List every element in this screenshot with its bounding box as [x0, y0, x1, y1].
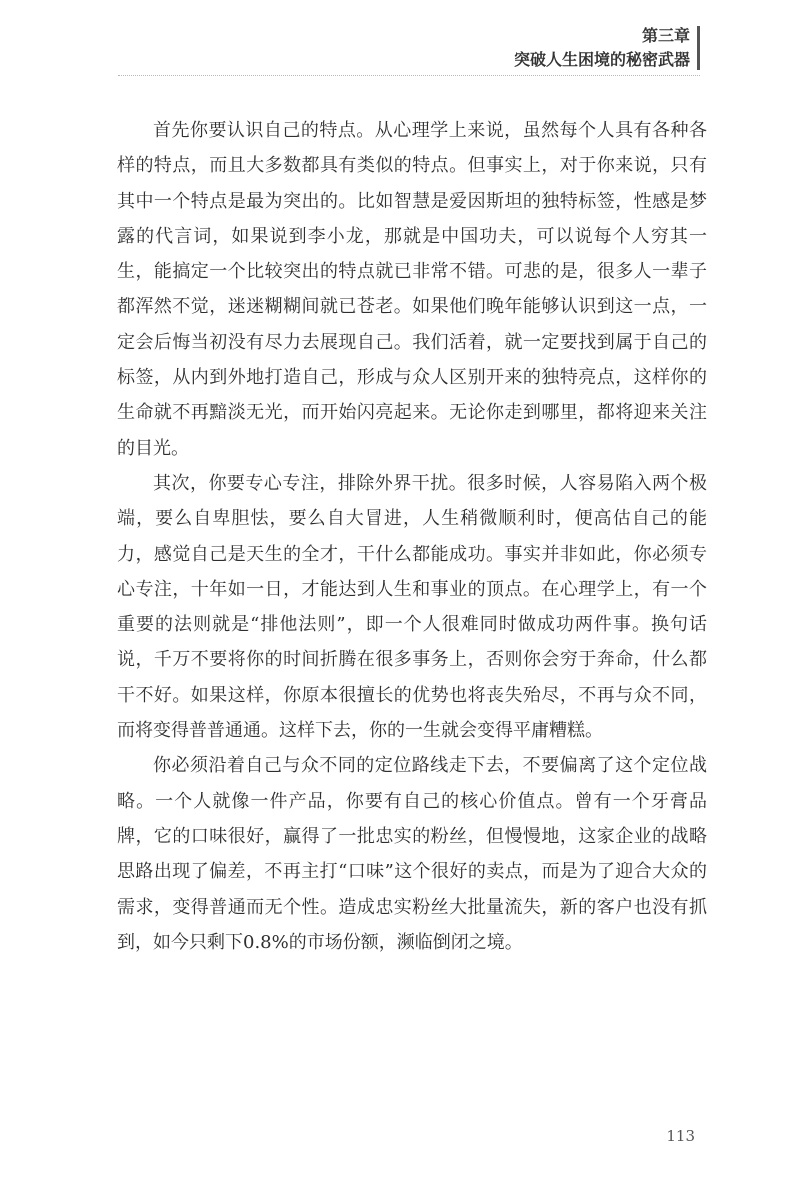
chapter-label: 第三章	[641, 26, 690, 45]
running-header	[514, 24, 690, 72]
paragraph: 首先你要认识自己的特点。从心理学上来说，虽然每个人具有各种各样的特点，而且大多数都具有类似的特点。但事实上，对于你来说，只有其中一个特点是最为突出的。比如智慧是爱因斯坦的独特标签，性感是梦露的代言词，如果说到李小龙，那就是中国功夫，可以说每个人穷其一生，能搞定一个比较突出的特点就已非常不错。可悲的是，很多人一辈子都浑然不觉，迷迷糊糊间就已苍老。如果他们晚年能够认识到这一点，一定会后悔当初没有尽力去展现自己。我们活着，就一定要找到属于自己的标签，从内到外地打造自己，形成与众人区别开来的独特亮点，这样你的生命就不再黯淡无光，而开始闪亮起来。无论你走到哪里，都将迎来关注的目光。	[117, 120, 707, 459]
paragraph: 其次，你要专心专注，排除外界干扰。很多时候，人容易陷入两个极端，要么自卑胆怯，要么自大冒进，人生稍微顺利时，便高估自己的能力，感觉自己是天生的全才，干什么都能成功。事实并非如此，你必须专心专注，十年如一日，才能达到人生和事业的顶点。在心理学上，有一个重要的法则就是“排他法则”，即一个人很难同时做成功两件事。换句话说，千万不要将你的时间折腾在很多事务上，否则你会穷于奔命，什么都干不好。如果这样，你原本很擅长的优势也将丧失殆尽，不再与众不同，而将变得普普通通。这样下去，你的一生就会变得平庸糟糕。	[117, 472, 707, 742]
header-divider	[118, 75, 700, 76]
chapter-title: 突破人生困境的秘密武器	[513, 50, 690, 69]
body-text	[117, 113, 707, 960]
page-number: 113	[666, 1127, 695, 1145]
header-vertical-bar	[697, 26, 700, 70]
paragraph: 你必须沿着自己与众不同的定位路线走下去，不要偏离了这个定位战略。一个人就像一件产品，你要有自己的核心价值点。曾有一个牙膏品牌，它的口味很好，赢得了一批忠实的粉丝，但慢慢地，这家企业的战略思路出现了偏差，不再主打“口味”这个很好的卖点，而是为了迎合大众的需求，变得普通而无个性。造成忠实粉丝大批量流失，新的客户也没有抓到，如今只剩下0.8%的市场份额，濒临倒闭之境。	[117, 755, 707, 953]
